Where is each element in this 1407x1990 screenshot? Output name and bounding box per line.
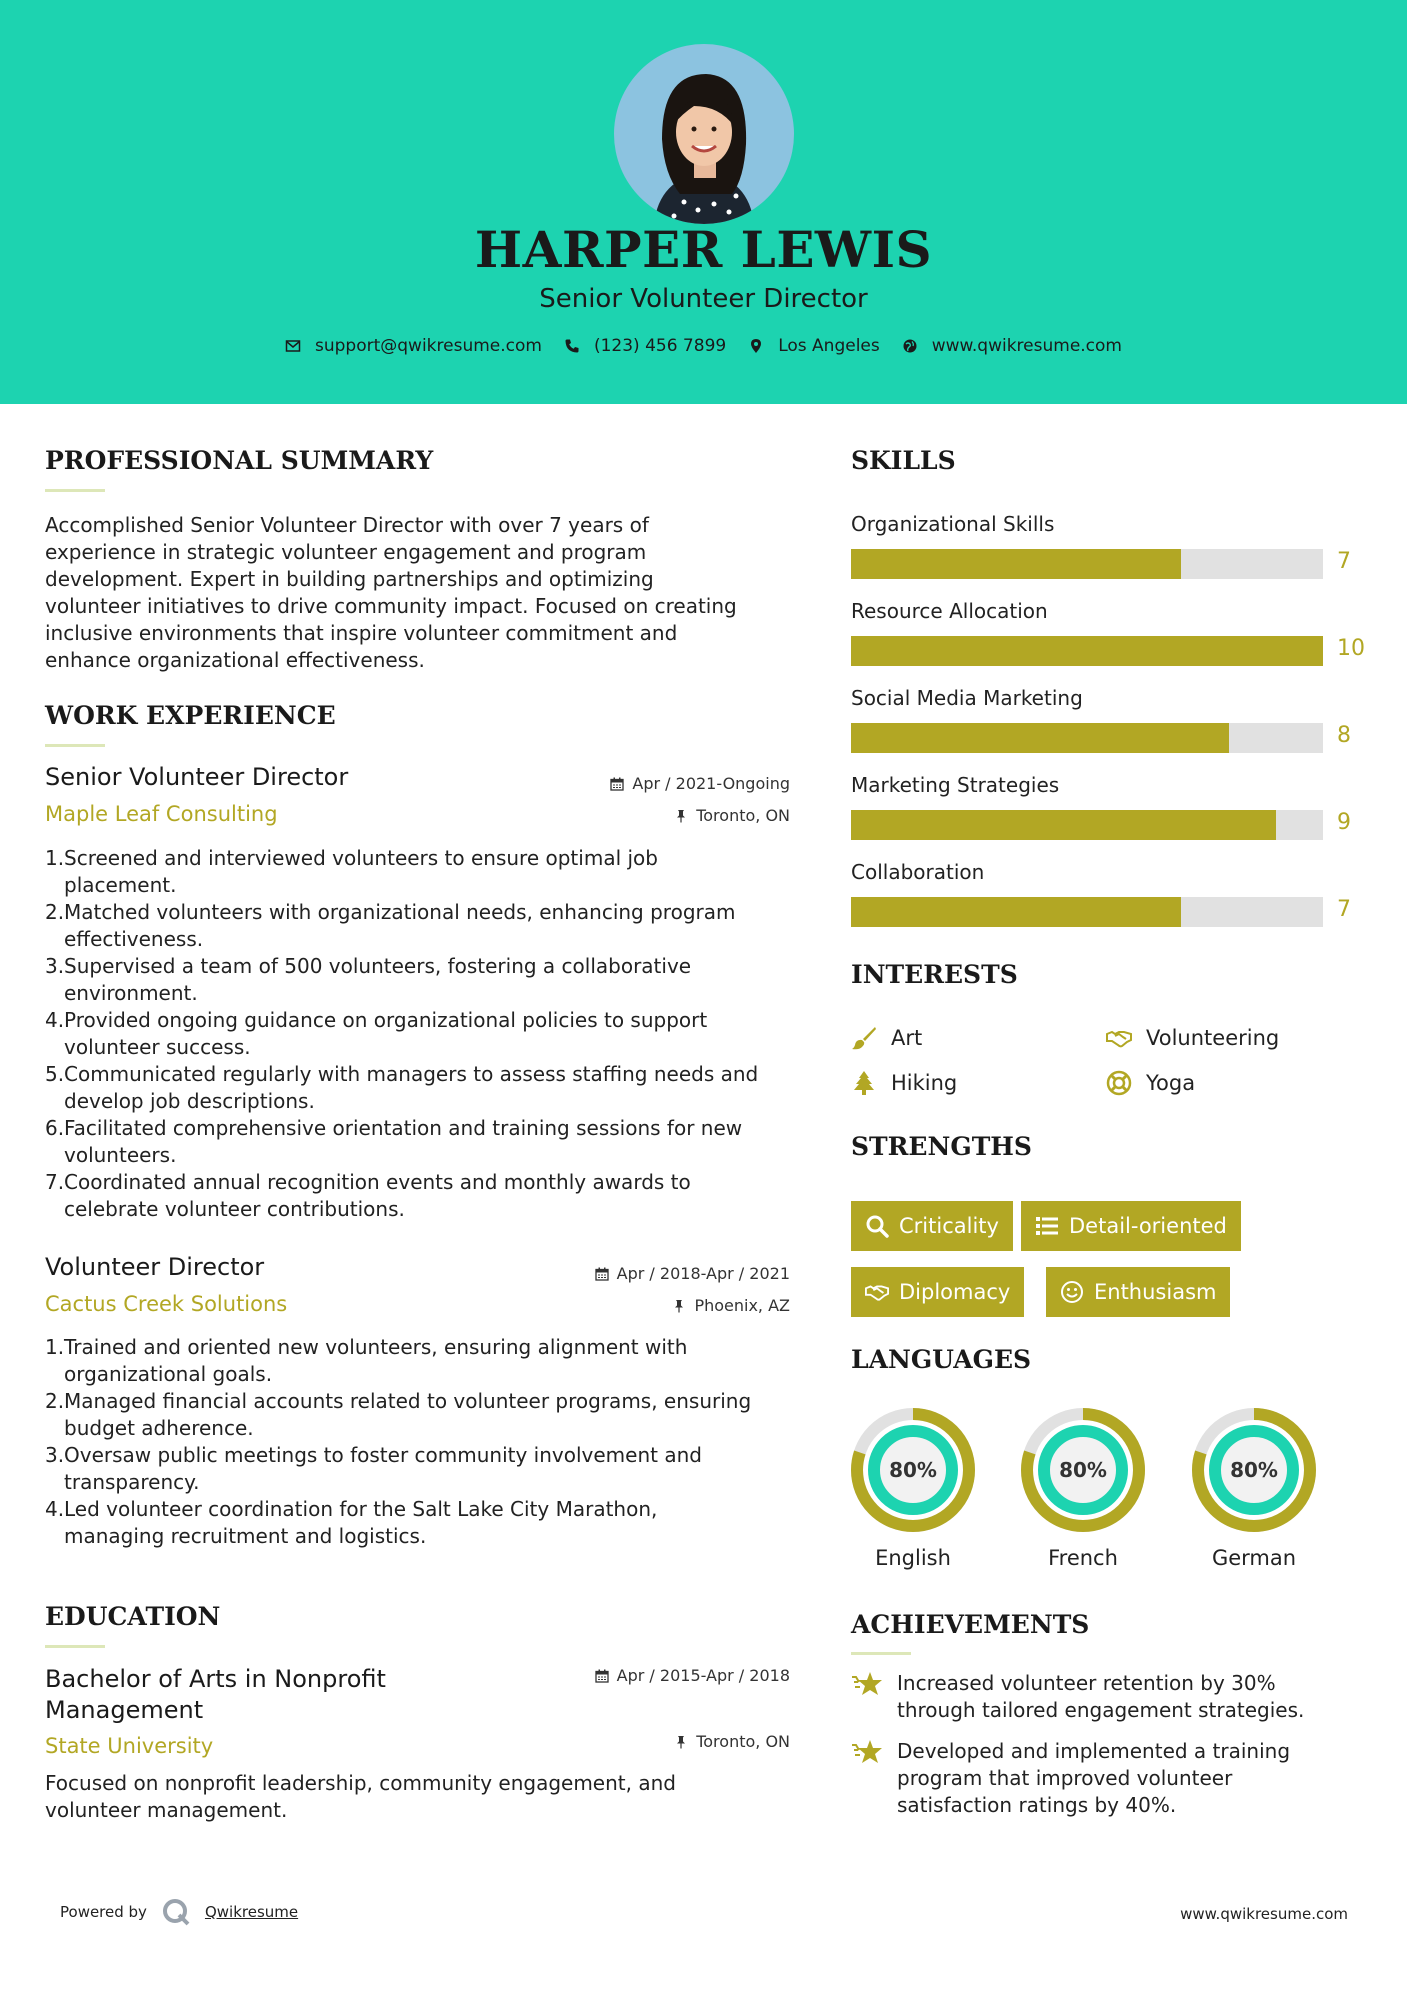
education-desc-line: volunteer management. [45, 1798, 288, 1822]
pushpin-icon [674, 1735, 688, 1749]
skill-label: Resource Allocation [851, 599, 1048, 623]
job-company: Maple Leaf Consulting [45, 802, 278, 826]
summary-heading: PROFESSIONAL SUMMARY [45, 446, 434, 475]
powered-by-text: Powered by [60, 1903, 147, 1921]
list-icon [1035, 1214, 1059, 1238]
duty-text: Facilitated comprehensive orientation and training sessions for new [64, 1116, 743, 1140]
duty-text: Supervised a team of 500 volunteers, fostering a collaborative [64, 954, 692, 978]
language-gauge [1021, 1408, 1145, 1532]
interest-label: Hiking [891, 1071, 958, 1095]
education-divider [45, 1645, 105, 1648]
achievement-line: through tailored engagement strategies. [897, 1698, 1305, 1722]
language-item [1021, 1408, 1145, 1570]
achievement-line: Developed and implemented a training [897, 1739, 1291, 1763]
achievement-text [897, 1670, 1304, 1724]
paintbrush-icon [851, 1025, 877, 1051]
duty-text: organizational goals. [64, 1362, 273, 1386]
header-banner [0, 0, 1407, 404]
duty-text: Screened and interviewed volunteers to ensure optimal job [64, 846, 658, 870]
skill-value: 9 [1337, 810, 1351, 835]
handshake-icon [865, 1280, 889, 1304]
star-ribbon-icon [851, 1668, 883, 1700]
interests-heading: INTERESTS [851, 960, 1018, 989]
duty-text: Matched volunteers with organizational needs, enhancing program [64, 900, 736, 924]
interest-hiking [851, 1070, 957, 1096]
qwikresume-logo-icon [161, 1897, 191, 1927]
job-title: Volunteer Director [45, 1253, 265, 1281]
duty-text: environment. [64, 981, 198, 1005]
duty-text: volunteer success. [64, 1035, 251, 1059]
duty-text: develop job descriptions. [64, 1089, 315, 1113]
lifering-icon [1106, 1070, 1132, 1096]
duty-text: effectiveness. [64, 927, 204, 951]
list-item: 2. Managed financial accounts related to volunteer programs, ensuring budget adherence. [45, 1389, 752, 1440]
list-item: 5. Communicated regularly with managers to assess staffing needs and develop job descriptions. [45, 1062, 759, 1113]
skill-label: Organizational Skills [851, 512, 1055, 536]
strength-label: Criticality [899, 1214, 999, 1238]
skill-value: 8 [1337, 723, 1351, 748]
skill-bar-fill [851, 723, 1229, 753]
list-item: 1. Trained and oriented new volunteers, ensuring alignment with organizational goals. [45, 1335, 688, 1386]
language-name: English [875, 1546, 951, 1570]
job-date-text: Apr / 2021-Ongoing [632, 774, 790, 793]
degree-line: Management [45, 1696, 204, 1724]
skill-label: Social Media Marketing [851, 686, 1083, 710]
search-icon [865, 1214, 889, 1238]
summary-line: development. Expert in building partnerships and optimizing [45, 567, 654, 591]
smile-icon [1060, 1280, 1084, 1304]
job-date [540, 774, 790, 793]
duty-text: budget adherence. [64, 1416, 254, 1440]
achievement-item [851, 1738, 1371, 1819]
languages-heading: LANGUAGES [851, 1345, 1032, 1374]
interest-label: Yoga [1146, 1071, 1196, 1095]
list-item: 3. Oversaw public meetings to foster community involvement and transparency. [45, 1443, 702, 1494]
language-gauge [851, 1408, 975, 1532]
candidate-role: Senior Volunteer Director [539, 284, 868, 314]
skill-value: 7 [1337, 549, 1351, 574]
language-item [1192, 1408, 1316, 1570]
language-percent: 80% [1059, 1458, 1107, 1482]
candidate-name: HARPER LEWIS [474, 220, 933, 279]
job-company: Cactus Creek Solutions [45, 1292, 288, 1316]
achievements-heading: ACHIEVEMENTS [851, 1610, 1090, 1639]
job-location-text: Phoenix, AZ [694, 1296, 790, 1315]
calendar-icon [595, 1267, 609, 1281]
summary-line: Accomplished Senior Volunteer Director with over 7 years of [45, 513, 649, 537]
list-item: 4. Led volunteer coordination for the Salt Lake City Marathon, managing recruitment and logistics. [45, 1497, 658, 1548]
list-item: 7. Coordinated annual recognition events and monthly awards to celebrate volunteer contributions. [45, 1170, 691, 1221]
calendar-icon [595, 1669, 609, 1683]
star-ribbon-icon [851, 1736, 883, 1768]
skill-bar-fill [851, 897, 1181, 927]
language-item [851, 1408, 975, 1570]
summary-line: enhance organizational effectiveness. [45, 648, 425, 672]
skill-bar [851, 723, 1323, 753]
duty-text: Managed financial accounts related to volunteer programs, ensuring [64, 1389, 752, 1413]
duty-text: Communicated regularly with managers to assess staffing needs and [64, 1062, 759, 1086]
achievement-line: program that improved volunteer [897, 1766, 1233, 1790]
summary-text [45, 512, 785, 674]
achievement-item [851, 1670, 1371, 1724]
contact-email[interactable] [285, 336, 542, 356]
interest-yoga [1106, 1070, 1195, 1096]
skills-heading: SKILLS [851, 446, 956, 475]
education-date-text: Apr / 2015-Apr / 2018 [616, 1666, 790, 1685]
strength-diplomacy [851, 1267, 1024, 1317]
degree-title [45, 1664, 386, 1726]
duty-text: Provided ongoing guidance on organizational policies to support [64, 1008, 708, 1032]
globe-icon [902, 338, 918, 354]
duty-text: transparency. [64, 1470, 200, 1494]
brand-link[interactable]: Qwikresume [204, 1903, 299, 1921]
skill-bar-fill [851, 636, 1323, 666]
skill-bar [851, 549, 1323, 579]
contact-phone[interactable] [564, 336, 726, 356]
phone-icon [564, 338, 580, 354]
duty-text: volunteers. [64, 1143, 177, 1167]
strength-label: Detail-oriented [1069, 1214, 1227, 1238]
achievement-line: Increased volunteer retention by 30% [897, 1671, 1276, 1695]
experience-heading: WORK EXPERIENCE [45, 701, 336, 730]
experience-divider [45, 744, 105, 747]
job-location-text: Toronto, ON [696, 806, 790, 825]
school-name: State University [45, 1734, 214, 1758]
list-item: 6. Facilitated comprehensive orientation and training sessions for new volunteers. [45, 1116, 743, 1167]
strength-enthusiasm [1046, 1267, 1230, 1317]
pushpin-icon [674, 809, 688, 823]
job-duties [45, 1334, 800, 1550]
duty-text: placement. [64, 873, 177, 897]
education-description [45, 1770, 800, 1824]
list-item: 1. Screened and interviewed volunteers to ensure optimal job placement. [45, 846, 658, 897]
duty-text: Trained and oriented new volunteers, ensuring alignment with [64, 1335, 688, 1359]
job-location [540, 1296, 790, 1315]
job-date-text: Apr / 2018-Apr / 2021 [616, 1264, 790, 1283]
job-duties [45, 845, 800, 1223]
duty-text: celebrate volunteer contributions. [64, 1197, 405, 1221]
footer-website[interactable]: www.qwikresume.com [1180, 1905, 1348, 1923]
strengths-heading: STRENGTHS [851, 1132, 1032, 1161]
strength-label: Enthusiasm [1094, 1280, 1217, 1304]
skill-label: Marketing Strategies [851, 773, 1060, 797]
skill-bar [851, 897, 1323, 927]
education-date [540, 1666, 790, 1685]
email-text: support@qwikresume.com [315, 336, 542, 356]
summary-line: inclusive environments that inspire volunteer commitment and [45, 621, 678, 645]
summary-divider [45, 489, 105, 492]
list-item: 3. Supervised a team of 500 volunteers, fostering a collaborative environment. [45, 954, 692, 1005]
contact-bar [0, 336, 1407, 356]
summary-line: experience in strategic volunteer engagement and program [45, 540, 647, 564]
language-percent: 80% [889, 1458, 937, 1482]
duty-text: Led volunteer coordination for the Salt Lake City Marathon, [64, 1497, 658, 1521]
strength-label: Diplomacy [899, 1280, 1011, 1304]
skill-bar-fill [851, 810, 1276, 840]
job-title: Senior Volunteer Director [45, 763, 349, 791]
language-name: German [1211, 1546, 1297, 1570]
tree-icon [851, 1070, 877, 1096]
calendar-icon [610, 777, 624, 791]
achievements-divider [851, 1652, 911, 1655]
strength-criticality [851, 1201, 1013, 1251]
duty-text: Coordinated annual recognition events and monthly awards to [64, 1170, 691, 1194]
skill-label: Collaboration [851, 860, 985, 884]
skill-bar-fill [851, 549, 1181, 579]
language-percent: 80% [1230, 1458, 1278, 1482]
strength-detail-oriented [1021, 1201, 1241, 1251]
handshake-icon [1106, 1025, 1132, 1051]
map-marker-icon [748, 338, 764, 354]
education-heading: EDUCATION [45, 1602, 221, 1631]
skill-bar [851, 810, 1323, 840]
contact-location [748, 336, 880, 356]
list-item: 4. Provided ongoing guidance on organizational policies to support volunteer success. [45, 1008, 708, 1059]
language-gauge [1192, 1408, 1316, 1532]
interest-label: Art [891, 1026, 923, 1050]
language-name: French [1048, 1546, 1118, 1570]
pushpin-icon [672, 1299, 686, 1313]
contact-website[interactable] [902, 336, 1122, 356]
duty-text: managing recruitment and logistics. [64, 1524, 427, 1548]
degree-line: Bachelor of Arts in Nonprofit [45, 1665, 386, 1693]
location-text: Los Angeles [778, 336, 880, 356]
interest-art [851, 1025, 922, 1051]
skill-value: 7 [1337, 897, 1351, 922]
footer-powered-by [60, 1897, 298, 1927]
job-date [540, 1264, 790, 1283]
envelope-icon [285, 338, 301, 354]
skill-bar [851, 636, 1323, 666]
website-text: www.qwikresume.com [931, 336, 1122, 356]
profile-photo [614, 44, 794, 224]
education-location [540, 1732, 790, 1751]
achievement-line: satisfaction ratings by 40%. [897, 1793, 1177, 1817]
education-location-text: Toronto, ON [696, 1732, 790, 1751]
list-item: 2. Matched volunteers with organizational needs, enhancing program effectiveness. [45, 900, 736, 951]
summary-line: volunteer initiatives to drive community impact. Focused on creating [45, 594, 737, 618]
phone-text: (123) 456 7899 [593, 336, 727, 356]
interest-volunteering [1106, 1025, 1279, 1051]
achievement-text [897, 1738, 1290, 1819]
interest-label: Volunteering [1146, 1026, 1280, 1050]
duty-text: Oversaw public meetings to foster community involvement and [64, 1443, 702, 1467]
education-desc-line: Focused on nonprofit leadership, community engagement, and [45, 1771, 676, 1795]
job-location [540, 806, 790, 825]
skill-value: 10 [1337, 636, 1365, 661]
